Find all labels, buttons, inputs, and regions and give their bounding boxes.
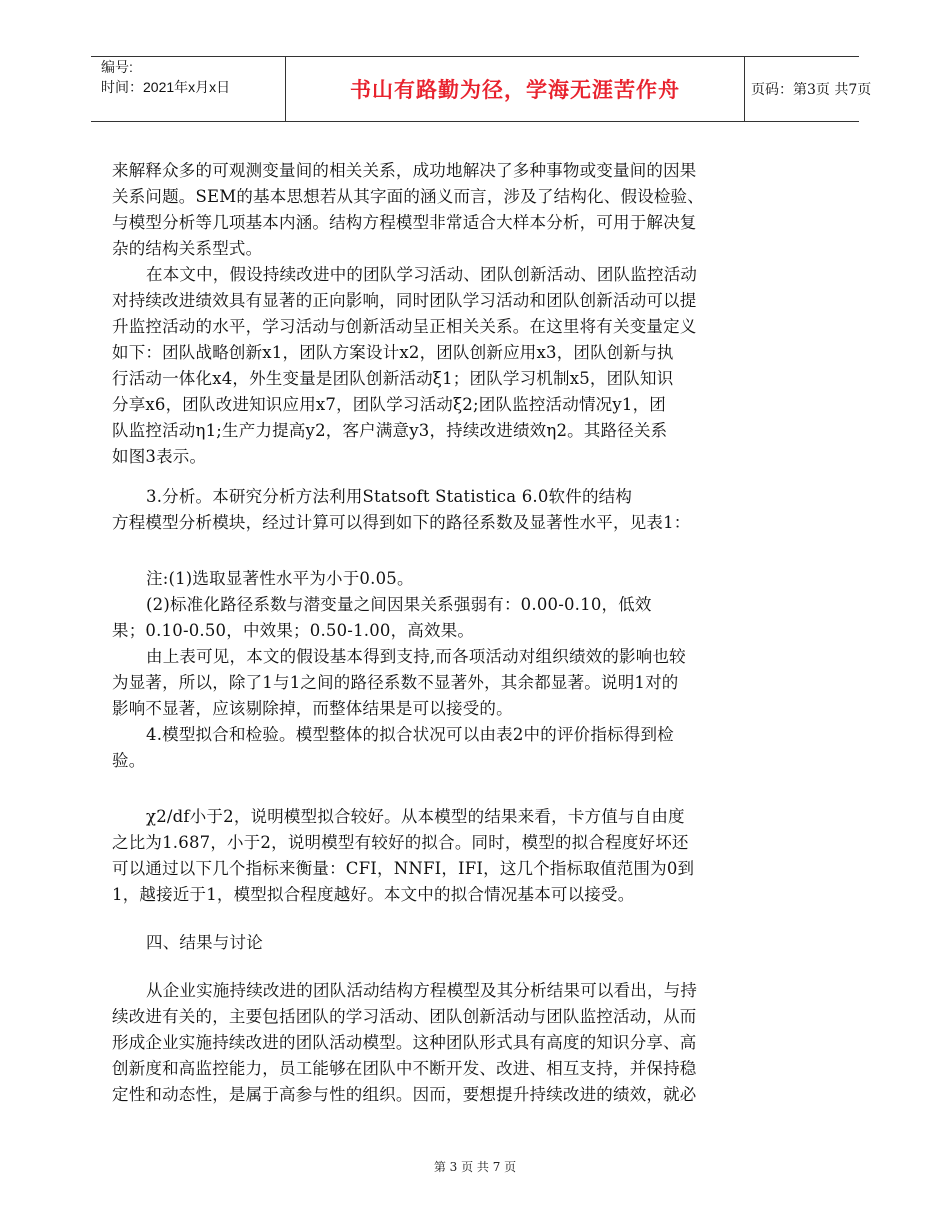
text-line: 4.模型拟合和检验。模型整体的拟合状况可以由表2中的评价指标得到检 bbox=[146, 725, 674, 744]
text-line: 分享x6，团队改进知识应用x7，团队学习活动ξ2;团队监控活动情况y1，团 bbox=[112, 395, 666, 414]
page-header bbox=[91, 56, 872, 122]
text-line: 在本文中，假设持续改进中的团队学习活动、团队创新活动、团队监控活动 bbox=[146, 265, 698, 284]
text-line: 定性和动态性，是属于高参与性的组织。因而，要想提升持续改进的绩效，就必 bbox=[112, 1085, 697, 1104]
text-line: 来解释众多的可观测变量间的相关关系，成功地解决了多种事物或变量间的因果 bbox=[112, 161, 697, 180]
text-line: 验。 bbox=[112, 751, 146, 770]
header-meta bbox=[91, 57, 285, 121]
text-line: 从企业实施持续改进的团队活动结构方程模型及其分析结果可以看出，与持 bbox=[146, 981, 698, 1000]
text-line: 影响不显著，应该剔除掉，而整体结果是可以接受的。 bbox=[112, 699, 513, 718]
text-line: 杂的结构关系型式。 bbox=[112, 239, 263, 258]
page-footer: 第 3 页 共 7 页 bbox=[433, 1160, 517, 1174]
paragraph-2 bbox=[112, 262, 767, 470]
notes bbox=[112, 566, 767, 644]
text-line: 与模型分析等几项基本内涵。结构方程模型非常适合大样本分析，可用于解决复 bbox=[112, 213, 697, 232]
time-label: 时间：2021年x月x日 bbox=[101, 79, 231, 95]
number-label: 编号: bbox=[101, 59, 133, 75]
text-line: 为显著，所以，除了1与1之间的路径系数不显著外，其余都显著。说明1对的 bbox=[112, 673, 679, 692]
text-line: 之比为1.687，小于2，说明模型有较好的拟合。同时，模型的拟合程度好坏还 bbox=[112, 833, 689, 852]
text-line: 3.分析。本研究分析方法利用Statsoft Statistica 6.0软件的结构 bbox=[146, 487, 633, 506]
text-line: 由上表可见，本文的假设基本得到支持,而各项活动对组织绩效的影响也较 bbox=[146, 647, 686, 666]
paragraph-5 bbox=[112, 722, 767, 774]
text-line: 升监控活动的水平，学习活动与创新活动呈正相关关系。在这里将有关变量定义 bbox=[112, 317, 697, 336]
note-line: (2)标准化路径系数与潜变量之间因果关系强弱有：0.00-0.10，低效 bbox=[146, 595, 652, 614]
paragraph-1 bbox=[112, 158, 767, 262]
text-line: 行活动一体化x4，外生变量是团队创新活动ξ1；团队学习机制x5，团队知识 bbox=[112, 369, 674, 388]
paragraph-analysis bbox=[112, 484, 767, 536]
header-motto-cell bbox=[285, 57, 745, 121]
text-line: 方程模型分析模块，经过计算可以得到如下的路径系数及显著性水平，见表1： bbox=[112, 513, 691, 532]
text-line: 如下：团队战略创新x1，团队方案设计x2，团队创新应用x3，团队创新与执 bbox=[112, 343, 674, 362]
text-line: 1，越接近于1，模型拟合程度越好。本文中的拟合情况基本可以接受。 bbox=[112, 885, 635, 904]
text-line: 创新度和高监控能力，员工能够在团队中不断开发、改进、相互支持，并保持稳 bbox=[112, 1059, 697, 1078]
text-line: 如图3表示。 bbox=[112, 447, 207, 466]
text-line: 队监控活动η1;生产力提高y2，客户满意y3，持续改进绩效η2。其路径关系 bbox=[112, 421, 668, 440]
note-line: 注:(1)选取显著性水平为小于0.05。 bbox=[146, 569, 414, 588]
text-line: 对持续改进绩效具有显著的正向影响，同时团队学习活动和团队创新活动可以提 bbox=[112, 291, 697, 310]
paragraph-7 bbox=[112, 978, 767, 1108]
page-info: 页码：第3页 共7页 bbox=[751, 82, 872, 98]
paragraph-6 bbox=[112, 804, 767, 908]
text-line: 形成企业实施持续改进的团队活动模型。这种团队形式具有高度的知识分享、高 bbox=[112, 1033, 697, 1052]
text-line: 续改进有关的，主要包括团队的学习活动、团队创新活动与团队监控活动，从而 bbox=[112, 1007, 697, 1026]
note-line: 果；0.10-0.50，中效果；0.50-1.00，高效果。 bbox=[112, 621, 475, 640]
text-line: χ2/df小于2，说明模型拟合较好。从本模型的结果来看，卡方值与自由度 bbox=[146, 807, 685, 826]
motto: 书山有路勤为径，学海无涯苦作舟 bbox=[350, 78, 680, 102]
section-title: 四、结果与讨论 bbox=[146, 933, 263, 952]
text-line: 关系问题。SEM的基本思想若从其字面的涵义而言，涉及了结构化、假设检验、 bbox=[112, 187, 704, 206]
document-body bbox=[112, 158, 767, 1108]
text-line: 可以通过以下几个指标来衡量：CFI，NNFI，IFI，这几个指标取值范围为0到 bbox=[112, 859, 695, 878]
paragraph-4 bbox=[112, 644, 767, 722]
